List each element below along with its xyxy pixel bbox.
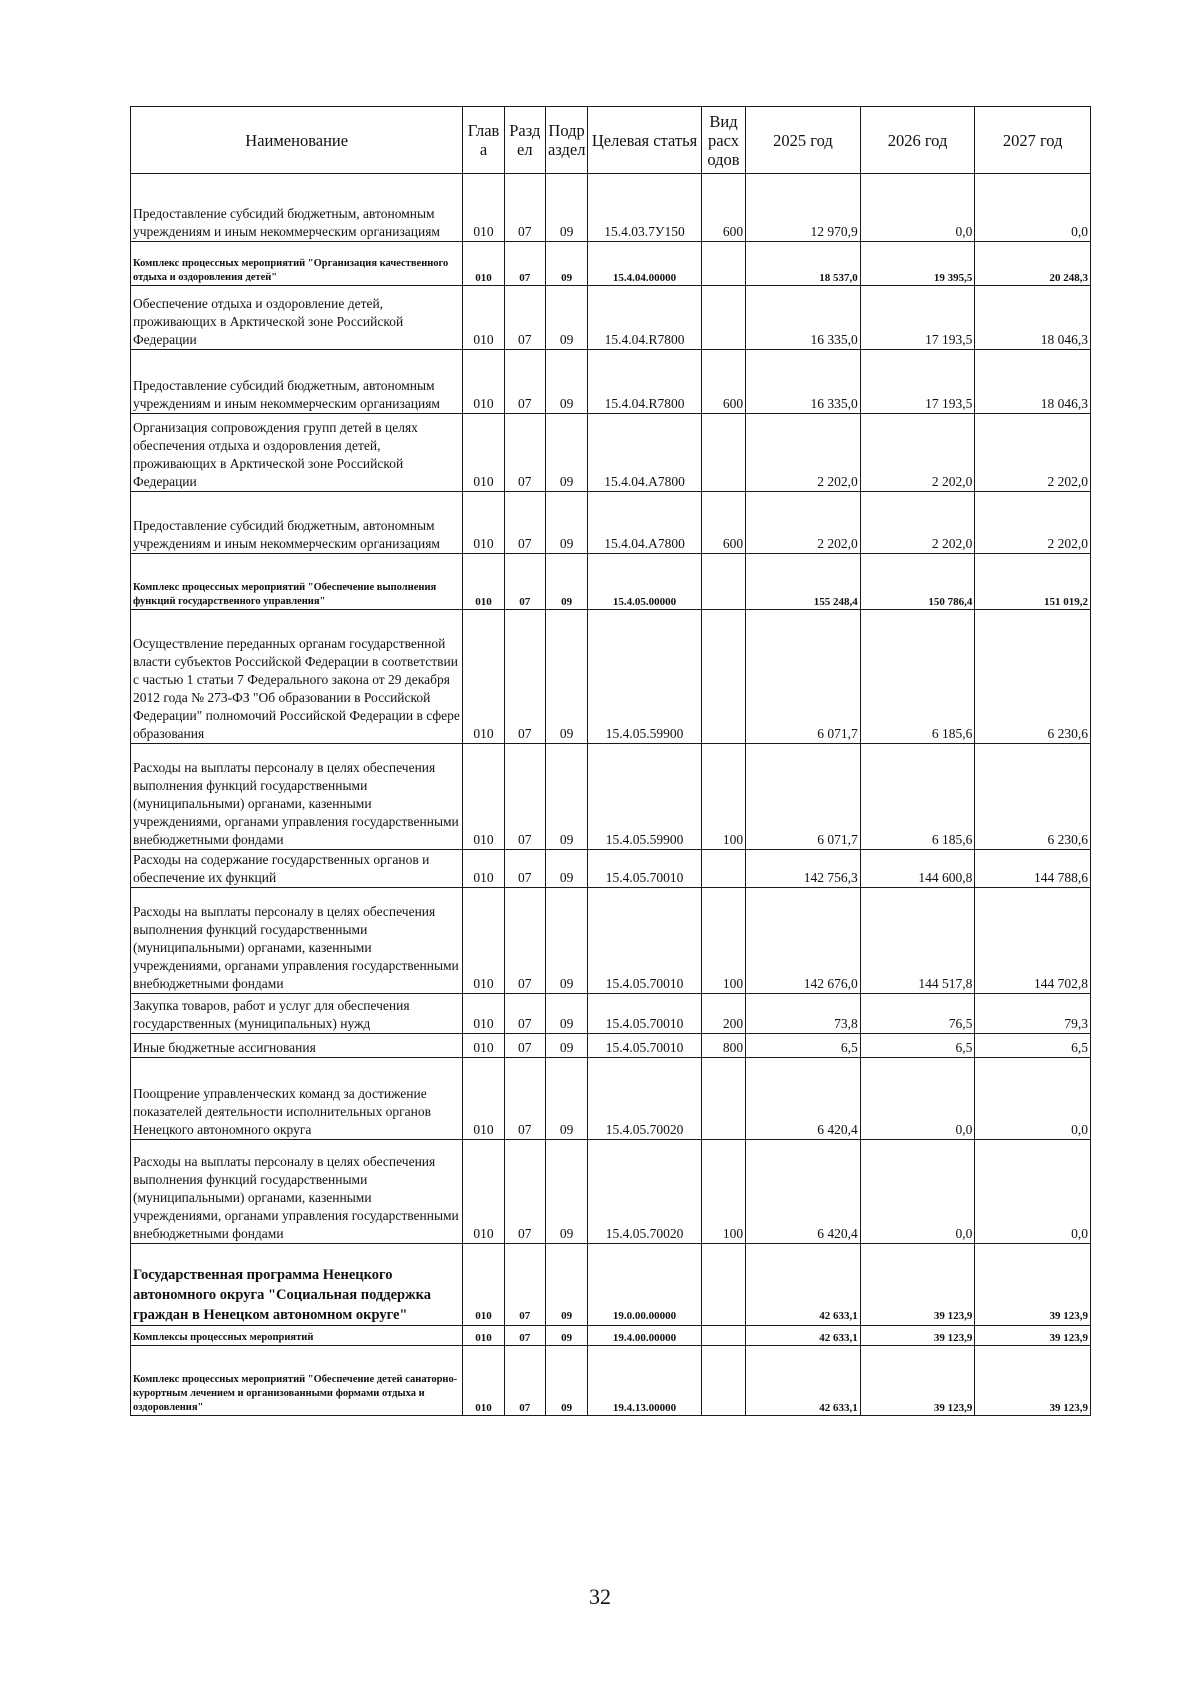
cell-razdel: 07 [504, 888, 545, 994]
table-row [131, 414, 1091, 492]
cell-glava: 010 [463, 1326, 504, 1346]
cell-glava: 010 [463, 1140, 504, 1244]
cell-vid [701, 414, 745, 492]
table-row [131, 1034, 1091, 1058]
cell-podrazdel: 09 [545, 1058, 587, 1140]
cell-name: Расходы на выплаты персоналу в целях обеспечения выполнения функций государственными (муниципальными) органами, казенными учреждениями, органами управления государственными внебюджетными фондами [131, 1140, 463, 1244]
cell-2025: 42 633,1 [746, 1326, 861, 1346]
cell-tselevaya: 19.4.00.00000 [588, 1326, 702, 1346]
cell-2026: 150 786,4 [860, 554, 975, 610]
cell-2027: 151 019,2 [975, 554, 1091, 610]
cell-vid [701, 1244, 745, 1326]
cell-2025: 6 420,4 [746, 1058, 861, 1140]
cell-2025: 16 335,0 [746, 350, 861, 414]
cell-glava: 010 [463, 888, 504, 994]
cell-podrazdel: 09 [545, 554, 587, 610]
cell-name: Осуществление переданных органам государственной власти субъектов Российской Федерации в соответствии с частью 1 статьи 7 Федерального закона от 29 декабря 2012 года № 273-ФЗ "Об образовании в Российской Федерации" полномочий Российской Федерации в сфере образования [131, 610, 463, 744]
table-row [131, 174, 1091, 242]
cell-2026: 76,5 [860, 994, 975, 1034]
cell-tselevaya: 15.4.04.R7800 [588, 286, 702, 350]
cell-vid: 600 [701, 492, 745, 554]
cell-name: Предоставление субсидий бюджетным, автономным учреждениям и иным некоммерческим организациям [131, 350, 463, 414]
cell-tselevaya: 15.4.05.00000 [588, 554, 702, 610]
cell-2027: 0,0 [975, 1058, 1091, 1140]
table-row [131, 1326, 1091, 1346]
cell-tselevaya: 15.4.05.59900 [588, 610, 702, 744]
cell-podrazdel: 09 [545, 888, 587, 994]
cell-2027: 18 046,3 [975, 286, 1091, 350]
cell-glava: 010 [463, 492, 504, 554]
col-header-2026: 2026 год [860, 107, 975, 174]
cell-podrazdel: 09 [545, 492, 587, 554]
cell-vid: 800 [701, 1034, 745, 1058]
cell-vid [701, 610, 745, 744]
cell-glava: 010 [463, 744, 504, 850]
cell-name: Предоставление субсидий бюджетным, автономным учреждениям и иным некоммерческим организациям [131, 174, 463, 242]
col-header-tselevaya: Целевая статья [588, 107, 702, 174]
cell-razdel: 07 [504, 1140, 545, 1244]
cell-tselevaya: 15.4.03.7У150 [588, 174, 702, 242]
cell-2025: 6 071,7 [746, 610, 861, 744]
cell-tselevaya: 15.4.05.70020 [588, 1058, 702, 1140]
cell-glava: 010 [463, 350, 504, 414]
cell-glava: 010 [463, 850, 504, 888]
cell-2025: 42 633,1 [746, 1346, 861, 1416]
cell-vid [701, 286, 745, 350]
cell-podrazdel: 09 [545, 994, 587, 1034]
cell-2025: 12 970,9 [746, 174, 861, 242]
table-row [131, 350, 1091, 414]
budget-table [130, 106, 1091, 1416]
cell-2027: 2 202,0 [975, 414, 1091, 492]
cell-2026: 0,0 [860, 1058, 975, 1140]
cell-name: Организация сопровождения групп детей в целях обеспечения отдыха и оздоровления детей, проживающих в Арктической зоне Российской Федерации [131, 414, 463, 492]
cell-razdel: 07 [504, 994, 545, 1034]
cell-name: Поощрение управленческих команд за достижение показателей деятельности исполнительных органов Ненецкого автономного округа [131, 1058, 463, 1140]
table-body [131, 174, 1091, 1416]
cell-2027: 0,0 [975, 1140, 1091, 1244]
cell-vid: 100 [701, 1140, 745, 1244]
cell-2025: 73,8 [746, 994, 861, 1034]
table-row [131, 1346, 1091, 1416]
table-row [131, 744, 1091, 850]
cell-podrazdel: 09 [545, 1034, 587, 1058]
cell-name: Закупка товаров, работ и услуг для обеспечения государственных (муниципальных) нужд [131, 994, 463, 1034]
cell-podrazdel: 09 [545, 174, 587, 242]
cell-name: Обеспечение отдыха и оздоровление детей, проживающих в Арктической зоне Российской Федерации [131, 286, 463, 350]
cell-tselevaya: 15.4.05.70010 [588, 994, 702, 1034]
cell-tselevaya: 15.4.05.70020 [588, 1140, 702, 1244]
cell-2025: 142 756,3 [746, 850, 861, 888]
cell-name: Расходы на выплаты персоналу в целях обеспечения выполнения функций государственными (муниципальными) органами, казенными учреждениями, органами управления государственными внебюджетными фондами [131, 888, 463, 994]
cell-razdel: 07 [504, 414, 545, 492]
cell-2026: 144 600,8 [860, 850, 975, 888]
cell-name: Комплекс процессных мероприятий "Организация качественного отдыха и оздоровления детей" [131, 242, 463, 286]
col-header-razdel: Разд ел [504, 107, 545, 174]
cell-2025: 2 202,0 [746, 414, 861, 492]
cell-vid [701, 1058, 745, 1140]
cell-glava: 010 [463, 554, 504, 610]
table-row [131, 850, 1091, 888]
cell-vid [701, 850, 745, 888]
cell-tselevaya: 15.4.05.59900 [588, 744, 702, 850]
cell-2025: 142 676,0 [746, 888, 861, 994]
col-header-glava: Глав а [463, 107, 504, 174]
cell-tselevaya: 15.4.05.70010 [588, 888, 702, 994]
cell-2025: 155 248,4 [746, 554, 861, 610]
cell-2027: 79,3 [975, 994, 1091, 1034]
col-header-name: Наименование [131, 107, 463, 174]
cell-podrazdel: 09 [545, 1140, 587, 1244]
cell-2027: 39 123,9 [975, 1326, 1091, 1346]
table-header-row [131, 107, 1091, 174]
cell-razdel: 07 [504, 174, 545, 242]
col-header-podrazdel: Подр аздел [545, 107, 587, 174]
cell-razdel: 07 [504, 1326, 545, 1346]
cell-2026: 17 193,5 [860, 286, 975, 350]
cell-tselevaya: 15.4.04.R7800 [588, 350, 702, 414]
cell-podrazdel: 09 [545, 610, 587, 744]
cell-2026: 19 395,5 [860, 242, 975, 286]
cell-2027: 6 230,6 [975, 744, 1091, 850]
cell-vid: 600 [701, 350, 745, 414]
cell-razdel: 07 [504, 1346, 545, 1416]
cell-razdel: 07 [504, 850, 545, 888]
cell-glava: 010 [463, 242, 504, 286]
cell-2026: 0,0 [860, 174, 975, 242]
cell-name: Комплекс процессных мероприятий "Обеспечение детей санаторно-курортным лечением и организованными формами отдыха и оздоровления" [131, 1346, 463, 1416]
cell-glava: 010 [463, 994, 504, 1034]
cell-2027: 144 702,8 [975, 888, 1091, 994]
cell-podrazdel: 09 [545, 850, 587, 888]
cell-glava: 010 [463, 174, 504, 242]
cell-tselevaya: 15.4.05.70010 [588, 850, 702, 888]
cell-razdel: 07 [504, 1058, 545, 1140]
table-row [131, 286, 1091, 350]
cell-2026: 2 202,0 [860, 414, 975, 492]
table-row [131, 1140, 1091, 1244]
cell-2027: 2 202,0 [975, 492, 1091, 554]
cell-2025: 42 633,1 [746, 1244, 861, 1326]
cell-2027: 6,5 [975, 1034, 1091, 1058]
cell-2026: 6,5 [860, 1034, 975, 1058]
table-row [131, 994, 1091, 1034]
cell-razdel: 07 [504, 350, 545, 414]
cell-name: Государственная программа Ненецкого автономного округа "Социальная поддержка граждан в Ненецком автономном округе" [131, 1244, 463, 1326]
cell-razdel: 07 [504, 610, 545, 744]
cell-2027: 6 230,6 [975, 610, 1091, 744]
cell-name: Расходы на содержание государственных органов и обеспечение их функций [131, 850, 463, 888]
cell-2026: 39 123,9 [860, 1244, 975, 1326]
cell-name: Комплексы процессных мероприятий [131, 1326, 463, 1346]
cell-tselevaya: 19.4.13.00000 [588, 1346, 702, 1416]
cell-2026: 6 185,6 [860, 610, 975, 744]
table-row [131, 1058, 1091, 1140]
col-header-2025: 2025 год [746, 107, 861, 174]
cell-glava: 010 [463, 286, 504, 350]
cell-name: Комплекс процессных мероприятий "Обеспечение выполнения функций государственного управления" [131, 554, 463, 610]
cell-podrazdel: 09 [545, 242, 587, 286]
cell-2027: 18 046,3 [975, 350, 1091, 414]
table-row [131, 1244, 1091, 1326]
cell-vid: 100 [701, 744, 745, 850]
cell-vid: 200 [701, 994, 745, 1034]
cell-2025: 2 202,0 [746, 492, 861, 554]
cell-2027: 39 123,9 [975, 1346, 1091, 1416]
table-row [131, 610, 1091, 744]
cell-2025: 18 537,0 [746, 242, 861, 286]
cell-name: Предоставление субсидий бюджетным, автономным учреждениям и иным некоммерческим организациям [131, 492, 463, 554]
cell-2027: 144 788,6 [975, 850, 1091, 888]
cell-glava: 010 [463, 1058, 504, 1140]
cell-2026: 0,0 [860, 1140, 975, 1244]
cell-2025: 6,5 [746, 1034, 861, 1058]
col-header-2027: 2027 год [975, 107, 1091, 174]
cell-razdel: 07 [504, 492, 545, 554]
cell-glava: 010 [463, 610, 504, 744]
cell-razdel: 07 [504, 554, 545, 610]
cell-razdel: 07 [504, 286, 545, 350]
cell-name: Расходы на выплаты персоналу в целях обеспечения выполнения функций государственными (муниципальными) органами, казенными учреждениями, органами управления государственными внебюджетными фондами [131, 744, 463, 850]
cell-2025: 6 420,4 [746, 1140, 861, 1244]
table-row [131, 888, 1091, 994]
cell-glava: 010 [463, 1244, 504, 1326]
cell-razdel: 07 [504, 1244, 545, 1326]
cell-razdel: 07 [504, 744, 545, 850]
cell-glava: 010 [463, 1034, 504, 1058]
cell-2027: 0,0 [975, 174, 1091, 242]
cell-podrazdel: 09 [545, 350, 587, 414]
cell-razdel: 07 [504, 1034, 545, 1058]
cell-podrazdel: 09 [545, 1244, 587, 1326]
cell-2026: 39 123,9 [860, 1326, 975, 1346]
col-header-vid: Вид расх одов [701, 107, 745, 174]
cell-vid: 600 [701, 174, 745, 242]
cell-vid [701, 1346, 745, 1416]
cell-razdel: 07 [504, 242, 545, 286]
cell-vid: 100 [701, 888, 745, 994]
cell-podrazdel: 09 [545, 744, 587, 850]
cell-2026: 39 123,9 [860, 1346, 975, 1416]
cell-2027: 39 123,9 [975, 1244, 1091, 1326]
cell-vid [701, 242, 745, 286]
cell-podrazdel: 09 [545, 1346, 587, 1416]
cell-tselevaya: 15.4.05.70010 [588, 1034, 702, 1058]
table-row [131, 242, 1091, 286]
cell-vid [701, 1326, 745, 1346]
page-number: 32 [589, 1584, 611, 1609]
cell-2026: 144 517,8 [860, 888, 975, 994]
cell-tselevaya: 15.4.04.00000 [588, 242, 702, 286]
cell-tselevaya: 15.4.04.А7800 [588, 414, 702, 492]
cell-podrazdel: 09 [545, 1326, 587, 1346]
cell-podrazdel: 09 [545, 286, 587, 350]
table-row [131, 492, 1091, 554]
cell-2027: 20 248,3 [975, 242, 1091, 286]
cell-name: Иные бюджетные ассигнования [131, 1034, 463, 1058]
cell-2026: 2 202,0 [860, 492, 975, 554]
cell-vid [701, 554, 745, 610]
cell-tselevaya: 15.4.04.А7800 [588, 492, 702, 554]
table-row [131, 554, 1091, 610]
cell-2025: 6 071,7 [746, 744, 861, 850]
cell-podrazdel: 09 [545, 414, 587, 492]
cell-glava: 010 [463, 414, 504, 492]
cell-2026: 6 185,6 [860, 744, 975, 850]
cell-tselevaya: 19.0.00.00000 [588, 1244, 702, 1326]
cell-glava: 010 [463, 1346, 504, 1416]
cell-2025: 16 335,0 [746, 286, 861, 350]
cell-2026: 17 193,5 [860, 350, 975, 414]
